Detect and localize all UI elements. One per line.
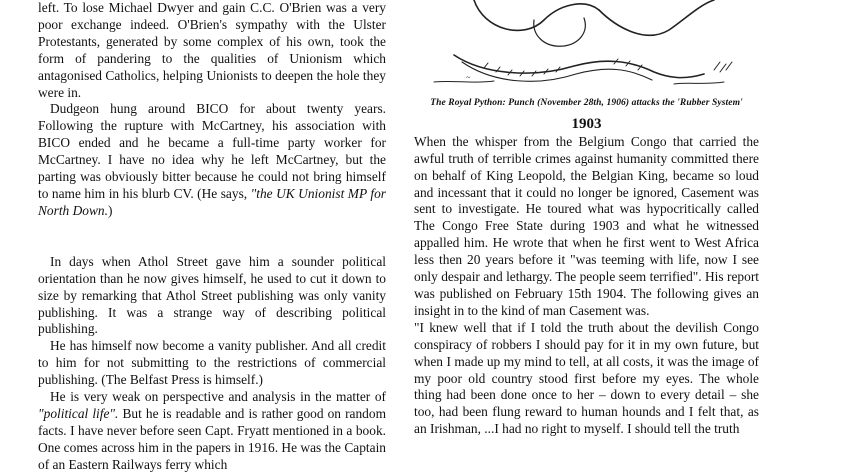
paragraph-dudgeon-bico (38, 101, 386, 219)
python-coil-1 (474, 0, 599, 30)
cartoon-signature: ~ (466, 73, 471, 82)
python-body-lower (454, 55, 704, 78)
python-coil-2 (599, 0, 714, 35)
paragraph-vanity-publisher: He has himself now become a vanity publisher. And all credit to him for not submitting to the restrictions of commercial publishing. (The Belfast Press is himself.) (38, 338, 386, 388)
paragraph-perspective (38, 389, 386, 474)
left-column (38, 0, 386, 474)
ground-line (434, 81, 724, 84)
grass-marks (714, 62, 732, 72)
paragraph-casement-quote: "I knew well that if I told the truth about the devilish Congo conspiracy of robbers I should pay for it in my own future, but when I made up my mind to tell, at all costs, it was the image of my poor old country stood first before my eyes. The whole thing had been done once to her – down to every detail – she too, had been flung reward to human hounds and I felt that, as an Irishman, ...I had no right to myself. I should tell the truth (414, 319, 759, 437)
paragraph-athol-street: In days when Athol Street gave him a sounder political orientation than he now gives himself, he used to cut it down to size by remarking that Athol Street publishing was only vanity publishing. It was a strange way of describing political publishing. (38, 253, 386, 337)
section-heading-1903: 1903 (571, 115, 602, 132)
punch-cartoon-figure (414, 0, 759, 92)
royal-python-illustration (414, 0, 759, 92)
figure-caption: The Royal Python: Punch (November 28th, 1906) attacks the 'Rubber System' (430, 98, 743, 108)
python-body-outline (462, 62, 652, 81)
closing-paren: ) (107, 202, 113, 218)
paragraph-perspective-text: He is very weak on perspective and analysis in the matter of (50, 389, 386, 405)
quote-unionist-mp: "the UK Unionist MP for North Down. (38, 185, 386, 218)
paragraph-congo-investigation: When the whisper from the Belgium Congo that carried the awful truth of terrible crimes against humanity committed there on behalf of King Leopold, the Belgian King, became so loud and incessant that it could no longer be ignored, Casement was sent to investigate. He toured what was hypocritically called The Congo Free State during 1903 and what he witnessed appalled him. He wrote that when he first went to West Africa less then 20 years before it "was teeming with life, now I see only despair and lethargy. The people seem terrified". His report was published on February 15th 1904. The following gives an insight in to the kind of man Casement was. (414, 133, 759, 318)
paragraph-gap (38, 220, 386, 254)
quote-political-life: "political life". (38, 405, 119, 421)
right-column (414, 0, 759, 438)
paragraph-obrien: left. To lose Michael Dwyer and gain C.C. O'Brien was a very poor exchange indeed. O'Brien's sympathy with the Ulster Protestants, generated by some complex of his own, took the form of pandering to the qualities of Unionism which antagonised Catholics, helping Unionists to deepen the hole they were in. (38, 0, 386, 100)
paragraph-dudgeon-text: Dudgeon hung around BICO for about twenty years. Following the rupture with McCartney, his association with BICO ended and he became a full-time party worker for McCartney. I have no idea why he left McCartney, but the parting was obviously bitter because he could not bring himself to name him in his blurb CV. (He says, (38, 101, 386, 201)
paragraph-fryatt-text: But he is readable and is rather good on random facts. I have never before seen Capt. Fryatt mentioned in a book. One comes across him in the papers in 1916. He was the Captain of an Eastern Railways ferry which (38, 405, 386, 472)
